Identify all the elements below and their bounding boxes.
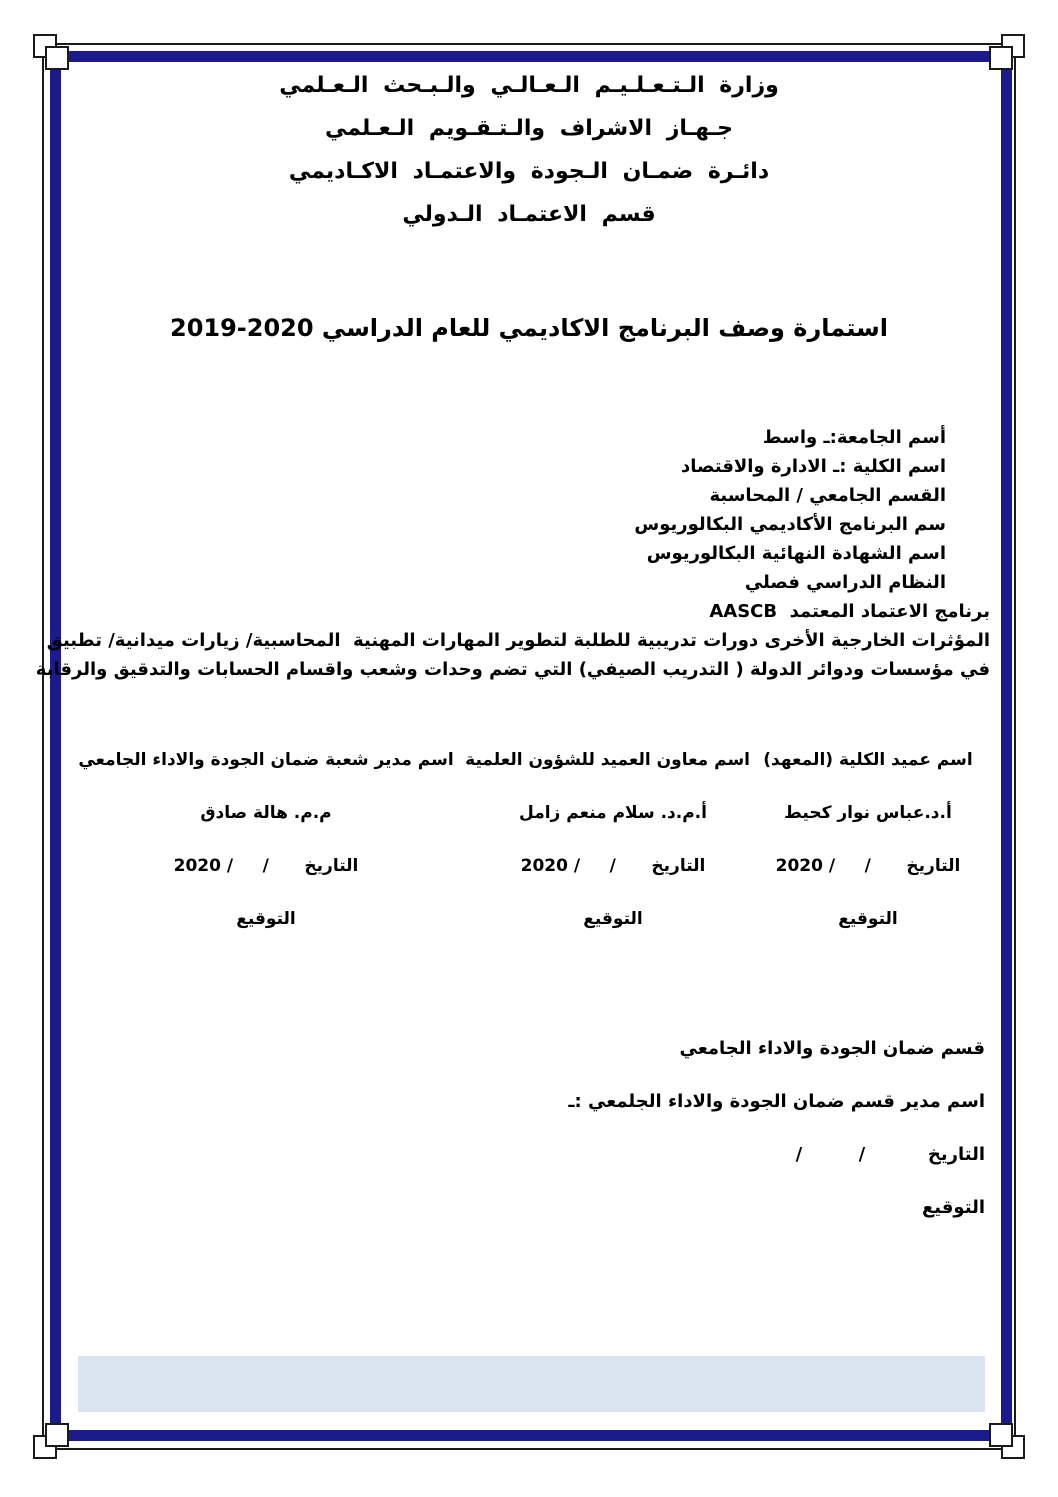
header-line-department: دائـرة ضمـان الـجودة والاعتمـاد الاكـاديمي: [288, 159, 770, 184]
field-university-name: أسم الجامعة:ـ واسط: [762, 427, 946, 448]
header-line-apparatus: جـهـاز الاشراف والـتـقـويم الـعـلمي: [324, 116, 734, 141]
signature-column-dean: [762, 750, 974, 962]
qa-division-name: م.م. هالة صادق: [200, 803, 332, 823]
dean-role-label: اسم عميد الكلية (المعهد): [763, 750, 973, 770]
dean-signature-label: التوقيع: [838, 909, 898, 929]
dean-date-line: التاريخ / / 2020: [775, 856, 961, 876]
field-external-influences-1: المؤثرات الخارجية الأخرى دورات تدريبية للطلبة لتطوير المهارات المهنية المحاسبية/ زيارات ميدانية/ تطبيق: [46, 630, 990, 651]
corner-ornament-bottom-left-inner: [45, 1423, 69, 1447]
signature-column-assistant-dean: [465, 750, 750, 962]
qa-section: [60, 1038, 985, 1250]
header-line-ministry: وزارة الـتـعـلـيـم الـعـالـي والـبـحث الـعـلمي: [279, 73, 779, 98]
corner-ornament-top-left-inner: [45, 46, 69, 70]
assistant-dean-role-label: اسم معاون العميد للشؤون العلمية: [465, 750, 750, 770]
qa-division-role-label: اسم مدير شعبة ضمان الجودة والاداء الجامعي: [78, 750, 454, 770]
qa-date-line: التاريخ / /: [795, 1144, 985, 1165]
corner-ornament-top-right-inner: [989, 46, 1013, 70]
assistant-dean-date-line: التاريخ / / 2020: [520, 856, 706, 876]
field-college-name: اسم الكلية :ـ الادارة والاقتصاد: [680, 456, 946, 477]
field-accreditation-program: برنامج الاعتماد المعتمد AASCB: [709, 601, 990, 622]
field-certificate-name: اسم الشهادة النهائية البكالوريوس: [646, 543, 946, 564]
qa-division-signature-label: التوقيع: [236, 909, 296, 929]
signature-column-qa-division-manager: [76, 750, 456, 962]
dean-name: أ.د.عباس نوار كحيط: [784, 803, 952, 823]
assistant-dean-name: أ.م.د. سلام منعم زامل: [519, 803, 707, 823]
field-program-name: سم البرنامج الأكاديمي البكالوريوس: [634, 514, 946, 535]
field-external-influences-2: في مؤسسات ودوائر الدولة ( التدريب الصيفي) التي تضم وحدات وشعب واقسام الحسابات والتدقيق والرقابة: [35, 659, 990, 680]
qa-division-date-line: التاريخ / / 2020: [173, 856, 359, 876]
assistant-dean-signature-label: التوقيع: [583, 909, 643, 929]
header-line-section: قسم الاعتمـاد الـدولي: [402, 202, 656, 227]
ministry-header: [0, 64, 1058, 236]
document-title: استمارة وصف البرنامج الاكاديمي للعام الدراسي 2020-2019: [170, 314, 888, 342]
highlight-bar: [78, 1356, 985, 1412]
field-study-system: النظام الدراسي فصلي: [744, 572, 946, 593]
field-department-name: القسم الجامعي / المحاسبة: [709, 485, 946, 506]
program-fields: [35, 423, 990, 684]
qa-heading: قسم ضمان الجودة والاداء الجامعي: [679, 1038, 985, 1059]
qa-signature-label: التوقيع: [922, 1197, 985, 1218]
qa-manager-line: اسم مدير قسم ضمان الجودة والاداء الجلمعي :ـ: [568, 1091, 985, 1112]
corner-ornament-bottom-right-inner: [989, 1423, 1013, 1447]
